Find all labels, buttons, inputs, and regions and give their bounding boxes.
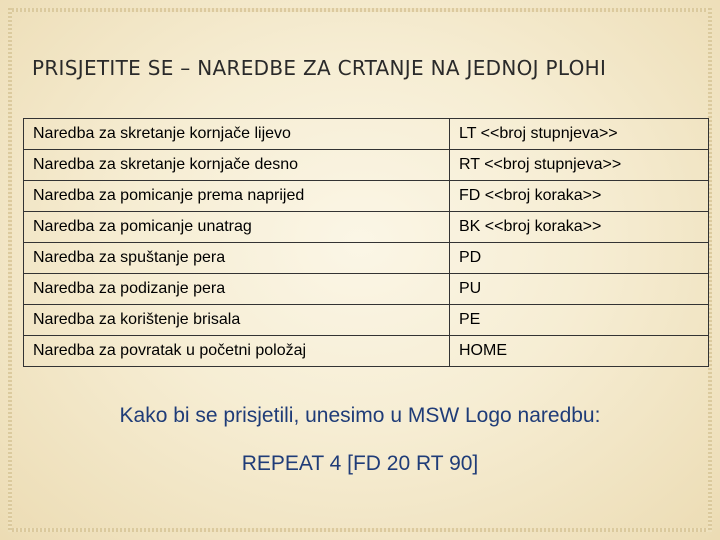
table-row <box>24 305 709 336</box>
command-syntax: BK <<broj koraka>> <box>450 212 709 243</box>
command-description: Naredba za skretanje kornjače desno <box>24 150 450 181</box>
command-description: Naredba za pomicanje unatrag <box>24 212 450 243</box>
command-description: Naredba za spuštanje pera <box>24 243 450 274</box>
command-syntax: PU <box>450 274 709 305</box>
command-syntax: FD <<broj koraka>> <box>450 181 709 212</box>
table-row <box>24 212 709 243</box>
table-row <box>24 181 709 212</box>
command-syntax: HOME <box>450 336 709 367</box>
command-description: Naredba za pomicanje prema naprijed <box>24 181 450 212</box>
command-syntax: RT <<broj stupnjeva>> <box>450 150 709 181</box>
command-syntax: PE <box>450 305 709 336</box>
table-row <box>24 336 709 367</box>
instruction-text: Kako bi se prisjetili, unesimo u MSW Logo naredbu: <box>119 404 601 427</box>
command-syntax: LT <<broj stupnjeva>> <box>450 119 709 150</box>
commands-table <box>23 118 709 367</box>
table-row <box>24 274 709 305</box>
table-row <box>24 243 709 274</box>
example-command: REPEAT 4 [FD 20 RT 90] <box>241 452 479 475</box>
decorative-border-bottom <box>8 528 712 532</box>
table-row <box>24 150 709 181</box>
command-description: Naredba za skretanje kornjače lijevo <box>24 119 450 150</box>
command-description: Naredba za korištenje brisala <box>24 305 450 336</box>
table-row <box>24 119 709 150</box>
command-description: Naredba za podizanje pera <box>24 274 450 305</box>
command-description: Naredba za povratak u početni položaj <box>24 336 450 367</box>
slide-title: PRISJETITE SE – NAREDBE ZA CRTANJE NA JEDNOJ PLOHI <box>32 56 607 80</box>
command-syntax: PD <box>450 243 709 274</box>
decorative-border-top <box>8 8 712 12</box>
